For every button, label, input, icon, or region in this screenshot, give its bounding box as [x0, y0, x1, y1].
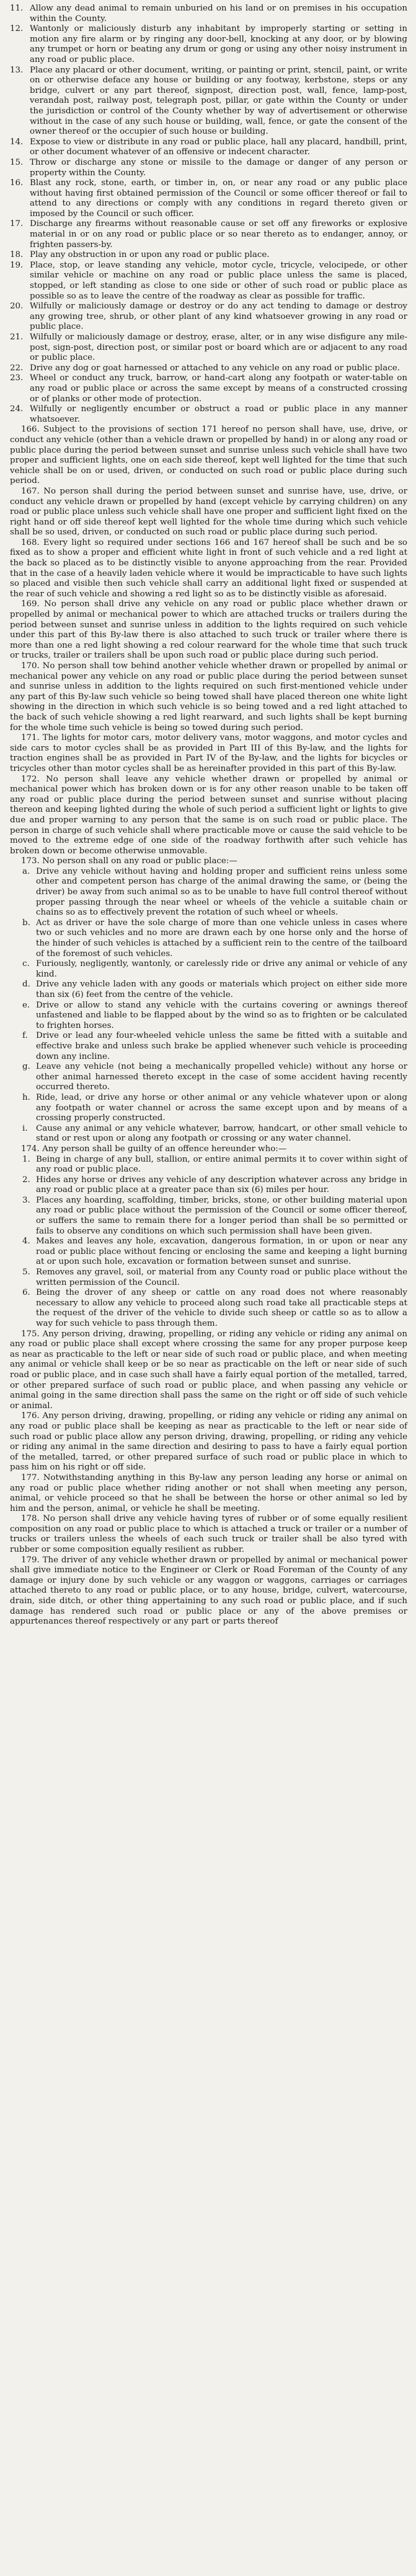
sub-clause — [10, 1237, 407, 1268]
clause-number: 15. — [10, 157, 24, 167]
lighting-sections — [10, 425, 407, 867]
sub-clause — [10, 867, 407, 918]
sub-clause — [10, 918, 407, 959]
clause — [10, 363, 407, 374]
sub-clause — [10, 1124, 407, 1144]
sub-clause-text: Drive any vehicle laden with any goods or materials which project on either side more than six (6) feet from the centre of the vehicle. — [36, 980, 407, 999]
clause-number: 14. — [10, 137, 24, 147]
section-paragraph — [10, 1329, 407, 1412]
sub-clause-letter: 1. — [22, 1154, 30, 1164]
section-paragraph — [10, 856, 407, 867]
section-number: 167. — [21, 486, 40, 496]
clause — [10, 250, 407, 261]
clause — [10, 404, 407, 425]
clause — [10, 373, 407, 404]
section-number: 172. — [21, 774, 40, 784]
sub-clause-letter: 4. — [22, 1237, 30, 1247]
sub-clause-letter: i. — [22, 1123, 28, 1133]
clause-number: 17. — [10, 219, 24, 229]
sub-clause — [10, 1062, 407, 1093]
section-text: No person shall drive any vehicle having tyres of rubber or of some equally resilient composition on any road or public place to which is attached a truck or trailer or a number of trucks or trailers unless the wheels of each such truck or trailer shall be also tyred with rubber or some composition equally resilient as rubber. — [10, 1514, 407, 1555]
clause-text: Play any obstruction in or upon any road or public place. — [30, 250, 270, 260]
section-paragraph — [10, 1514, 407, 1555]
sub-clause-text: Drive or lead any four-wheeled vehicle unless the same be fitted with a suitable and effective brake and unless such brake be applied whenever such vehicle is proceeding down any incline. — [36, 1031, 407, 1061]
sub-clause-letter: a. — [22, 866, 30, 876]
sub-clause-text: Makes and leaves any hole, excavation, dangerous formation, in or upon or near any road or public place without fencing or enclosing the same and keeping a light burning at or upon such hole, excavation or formation between sunset and sunrise. — [36, 1237, 407, 1267]
clause-text: Place any placard or other document, writing, or painting or print, stencil, paint, or write on or otherwise deface any house or building or any footway, kerbstone, steps or any bridge, culvert or any part thereof, signpost, direction post, wall, fence, lamp-post, verandah post, railway post, telegraph post, pillar, or gate within the County or under the jurisdiction or control of the County whether by way of advertisement or otherwise without in the case of any such house or building, wall, fence, or gate the consent of the owner thereof or the occupier of such house or building. — [30, 65, 407, 137]
section-text: Subject to the provisions of section 171 hereof no person shall have, use, drive, or conduct any vehicle (other than a vehicle drawn or propelled by hand) in or along any road or public place during the period between sunset and sunrise unless such vehicle shall have two proper and sufficient lights, one on each side thereof, kept well lighted for the time that such vehicle shall be on or used, driven, or conducted on such road or public place during such period. — [10, 425, 407, 486]
section-paragraph — [10, 425, 407, 487]
sub-clause-letter: 6. — [22, 1288, 30, 1298]
sub-clause-letter: b. — [22, 918, 30, 928]
sub-clause — [10, 1093, 407, 1124]
sub-clause-letter: h. — [22, 1092, 30, 1102]
clause — [10, 66, 407, 137]
section-number: 173. — [21, 856, 40, 866]
sub-clause-letter: f. — [22, 1031, 28, 1041]
section-number: 170. — [21, 661, 40, 671]
sub-clause — [10, 1288, 407, 1329]
section-paragraph — [10, 538, 407, 600]
clause-text: Wheel or conduct any truck, barrow, or hand-cart along any footpath or water-table on any road or public place or across the same except by means of a constructed crossing or of planks or other mode of protection. — [30, 373, 407, 404]
section-number: 176. — [21, 1411, 40, 1421]
clause-text: Blast any rock, stone, earth, or timber in, on, or near any road or any public place without having first obtained permission of the Council or some officer thereof or fail to attend to any directions or comply with any conditions in regard thereto given or imposed by the Council or such officer. — [30, 178, 407, 219]
clause-number: 12. — [10, 24, 24, 34]
section-paragraph — [10, 487, 407, 538]
clause-text: Wilfully or maliciously damage or destroy, erase, alter, or in any wise disfigure any mile-post, sign-post, direction post, or similar post or board which are or adjacent to any road or public place. — [30, 333, 407, 363]
sub-clause-text: Removes any gravel, soil, or material from any County road or public place without the written permission of the Council. — [36, 1268, 407, 1287]
clause — [10, 302, 407, 333]
section-number: 175. — [21, 1329, 40, 1339]
clause — [10, 333, 407, 363]
clause-number: 20. — [10, 302, 24, 311]
sub-clause-letter: g. — [22, 1062, 30, 1072]
section-text: Every light so required under sections 166 and 167 hereof shall be such and be so fixed as to show a proper and efficient white light in front of such vehicle and a red light at the back so placed as to be distinctly visible to anyone approaching from the rear. Provided that in the case of a heavily laden vehicle where it would be impracticable to have such lights so placed and visible then such vehicle shall carry an additional light fixed or suspended at the rear of such vehicle and showing a red light so as to be distinctly visible as aforesaid. — [10, 537, 407, 599]
sub-clause-letter: e. — [22, 1000, 30, 1010]
section-number: 168. — [21, 537, 40, 547]
section-paragraph — [10, 733, 407, 774]
sub-clause — [10, 1001, 407, 1032]
traffic-rules-sections — [10, 1329, 407, 1627]
section-paragraph — [10, 1556, 407, 1627]
sub-clause-text: Being in charge of any bull, stallion, or entire animal permits it to cover within sight of any road or public place. — [36, 1154, 407, 1175]
sub-clause — [10, 1175, 407, 1196]
road-offences-list — [10, 867, 407, 1144]
clause-text: Expose to view or distribute in any road or public place, hall any placard, handbill, print, or other document whatever of an offensive or indecent character. — [30, 137, 407, 157]
sub-clause-text: Act as driver or have the sole charge of more than one vehicle unless in cases where two or such vehicles and no more are drawn each by one horse only and the horse of the hinder of such vehicles is attached by a sufficient rein to the centre of the tailboard of the foremost of such vehicles. — [36, 918, 407, 959]
sub-clause-letter: 2. — [22, 1175, 30, 1185]
clause-number: 22. — [10, 363, 24, 373]
section-number: 166. — [21, 425, 40, 435]
section-paragraph — [10, 1144, 407, 1155]
section-paragraph — [10, 1411, 407, 1473]
section-text: Any person shall be guilty of an offence hereunder who:— — [42, 1144, 287, 1154]
sub-clause — [10, 1268, 407, 1288]
section-number: 177. — [21, 1473, 40, 1482]
sub-clause-text: Cause any animal or any vehicle whatever, barrow, handcart, or other small vehicle to stand or rest upon or along any footpath or crossing or any water channel. — [36, 1123, 407, 1144]
section-number: 171. — [21, 733, 40, 743]
section-text: Any person driving, drawing, propelling, or riding any vehicle or riding any animal on any road or public place shall except where crossing the same for any proper purpose keep as near as practicable to the left or near side of such road or public place, and when meeting any animal or vehicle shall keep or be so near as practicable on the left or near side of such road or public place, and in case such shall have a fairly equal portion of the metalled, tarred, or other prepared surface of such road or public place, and when passing any vehicle or animal going in the same direction shall pass the same on the right or off side of such vehicle or animal. — [10, 1329, 407, 1411]
sub-clause-letter: d. — [22, 980, 30, 990]
section-number: 169. — [21, 599, 40, 609]
section-paragraph — [10, 599, 407, 661]
clause-number: 18. — [10, 250, 24, 260]
clause-text: Place, stop, or leave standing any vehicle, motor cycle, tricycle, velocipede, or other similar vehicle or machine on any road or public place unless the same is placed, stopped, or left standing as close to one side or other of such road or public place as possible so as to leave the centre of the roadway as clear as possible for traffic. — [30, 260, 407, 301]
clause — [10, 158, 407, 178]
section-text: Any person driving, drawing, propelling, or riding any vehicle or riding any animal on any road or public place shall be keeping as near as practicable to the left or near side of such road or public place allow any person driving, drawing, propelling, or riding any vehicle or riding any animal in the same direction and desiring to pass to have a fairly equal portion of the metalled, tarred, or other prepared surface of such road or public place in which to pass him on his right or off side. — [10, 1411, 407, 1473]
clause — [10, 24, 407, 65]
clause — [10, 261, 407, 302]
sub-clause — [10, 980, 407, 1000]
sub-clause-letter: c. — [22, 959, 30, 969]
clause-text: Wilfully or negligently encumber or obstruct a road or public place in any manner whatsoever. — [30, 404, 407, 424]
clause-text: Throw or discharge any stone or missile to the damage or danger of any person or property within the County. — [30, 157, 407, 178]
section-number: 174. — [21, 1144, 40, 1154]
sub-clause — [10, 1031, 407, 1062]
sub-clause-text: Drive any vehicle without having and holding proper and sufficient reins unless some other and competent person has charge of the animal drawing the same, or (being the driver) be away from such animal so as to be unable to have full control thereof without proper passing through the near wheel or wheels of the vehicle a suitable chain or chains so as to effectively prevent the rotation of such wheel or wheels. — [36, 866, 407, 918]
section-text: No person shall on any road or public place:— — [42, 856, 237, 866]
section-paragraph — [10, 661, 407, 733]
clause-number: 16. — [10, 178, 24, 188]
sub-clause-text: Leave any vehicle (not being a mechanically propelled vehicle) without any horse or other animal harnessed thereto except in the case of some accident having recently occurred thereto. — [36, 1062, 407, 1092]
sub-clause-text: Hides any horse or drives any vehicle of any description whatever across any bridge in any road or public place at a greater pace than six (6) miles per hour. — [36, 1175, 407, 1195]
section-174 — [10, 1144, 407, 1155]
clause-text: Discharge any firearms without reasonable cause or set off any fireworks or explosive material in or on any road or public place or so near thereto as to endanger, annoy, or frighten passers-by. — [30, 219, 407, 250]
sub-clause-text: Being the drover of any sheep or cattle on any road does not where reasonably necessary to allow any vehicle to proceed along such road take all practicable steps at the request of the driver of the vehicle to divide such sheep or cattle so as to allow a way for such vehicle to pass through them. — [36, 1288, 407, 1328]
clause-number: 13. — [10, 65, 24, 75]
sub-clause — [10, 1196, 407, 1237]
sub-clause-letter: 3. — [22, 1195, 30, 1205]
section-174-list — [10, 1155, 407, 1329]
clause — [10, 219, 407, 250]
clause-text: Wantonly or maliciously disturb any inhabitant by improperly starting or setting in motion any fire alarm or by ringing any door-bell, knocking at any door, or by blowing any trumpet or horn or beating any drum or gong or using any other noisy instrument in any road or public place. — [30, 24, 407, 64]
sub-clause-text: Furiously, negligently, wantonly, or carelessly ride or drive any animal or vehicle of any kind. — [36, 959, 407, 979]
section-text: Notwithstanding anything in this By-law any person leading any horse or animal on any road or public place whether riding another or not shall when meeting any person, animal, or vehicle proceed so that he shall be between the horse or other animal so led by him and the person, animal, or vehicle he shall be meeting. — [10, 1473, 407, 1513]
clause-number: 24. — [10, 404, 24, 414]
sub-clause-text: Places any hoarding, scaffolding, timber, bricks, stone, or other building material upon any road or public place without the permission of the Council or some officer thereof, or suffers the same to remain there for a longer period than shall be so permitted or fails to observe any conditions on which such permission shall have been given. — [36, 1195, 407, 1236]
sub-clause-text: Drive or allow to stand any vehicle with the curtains covering or awnings thereof unfastened and liable to be flapped about by the wind so as to frighten or be calculated to frighten horses. — [36, 1000, 407, 1030]
numbered-clauses — [10, 4, 407, 425]
section-number: 178. — [21, 1514, 40, 1524]
clause — [10, 178, 407, 219]
clause-number: 19. — [10, 260, 24, 270]
clause-text: Wilfully or maliciously damage or destroy or do any act tending to damage or destroy any growing tree, shrub, or other plant of any kind whatsoever growing in any road or public place. — [30, 302, 407, 332]
sub-clause — [10, 1155, 407, 1175]
clause — [10, 4, 407, 24]
sub-clause-text: Ride, lead, or drive any horse or other animal or any vehicle whatever upon or along any footpath or water channel or across the same except upon and by means of a crossing properly constructed. — [36, 1092, 407, 1123]
section-text: No person shall drive any vehicle on any road or public place whether drawn or propelled by animal or mechanical power to which are attached trucks or trailers during the period between sunset and sunrise unless in addition to the lights required on such vehicle under this part of this By-law there is also attached to such truck or trailer where there is more than one a red light showing a red colour rearward for the whole time that such truck or trucks, trailer or trailers shall be upon such road or public place during such period. — [10, 599, 407, 661]
section-text: No person shall during the period between sunset and sunrise have, use, drive, or conduct any vehicle drawn or propelled by hand (except vehicle by carrying children) on any road or public place unless such vehicle shall have one proper and sufficient light fixed on the right hand or off side thereof kept well lighted for the whole time during which such vehicle shall be so used, driven, or conducted on such road or public place during such period. — [10, 486, 407, 537]
clause — [10, 137, 407, 158]
section-text: The lights for motor cars, motor delivery vans, motor waggons, and motor cycles and side cars to motor cycles shall be as provided in Part III of this By-law, and the lights for traction engines shall be as provided in Part IV of the By-law, and the lights for bicycles or tricycles other than motor cycles shall be as hereinafter provided in this part of this By-law. — [10, 733, 407, 773]
clause-text: Drive any dog or goat harnessed or attached to any vehicle on any road or public place. — [30, 363, 400, 373]
clause-number: 11. — [10, 4, 24, 13]
clause-number: 21. — [10, 333, 24, 342]
section-text: The driver of any vehicle whether drawn or propelled by animal or mechanical power shall give immediate notice to the Engineer or Clerk or Road Foreman of the County of any damage or injury done by such vehicle or any waggon or waggons, carriages or carriages attached thereto to any road or public place, or to any house, bridge, culvert, watercourse, drain, side ditch, or other thing appertaining to any such road or public place, and if such damage has rendered such road or public place or any of the above premises or appurtenances thereof respectively or any part or parts thereof — [10, 1555, 407, 1627]
section-paragraph — [10, 1473, 407, 1514]
sub-clause — [10, 959, 407, 980]
section-paragraph — [10, 775, 407, 857]
clause-number: 23. — [10, 373, 24, 383]
section-text: No person shall leave any vehicle whether drawn or propelled by animal or mechanical power which has broken down or is for any other reason unable to be taken off any road or public place during the period between sunset and sunrise without placing thereon and keeping lighted during the whole of such period a sufficient light or lights to give due and proper warning to any person that the same is on such road or public place. The person in charge of such vehicle shall where practicable move or cause the said vehicle to be moved to the extreme edge of one side of the roadway forthwith after such vehicle has broken down or become otherwise unmovable. — [10, 774, 407, 856]
section-number: 179. — [21, 1555, 40, 1565]
sub-clause-letter: 5. — [22, 1268, 30, 1277]
clause-text: Allow any dead animal to remain unburied on his land or on premises in his occupation within the County. — [30, 4, 407, 24]
section-text: No person shall tow behind another vehicle whether drawn or propelled by animal or mechanical power any vehicle on any road or public place during the period between sunset and sunrise unless in addition to the lights required on such first-mentioned vehicle under any part of this By-law such vehicle so being towed shall have placed thereon one white light showing in the direction in which such vehicle is so being towed and a red light attached to the back of such vehicle showing a red light rearward, and such lights shall be kept burning for the whole time such vehicle is being so towed during such period. — [10, 661, 407, 733]
